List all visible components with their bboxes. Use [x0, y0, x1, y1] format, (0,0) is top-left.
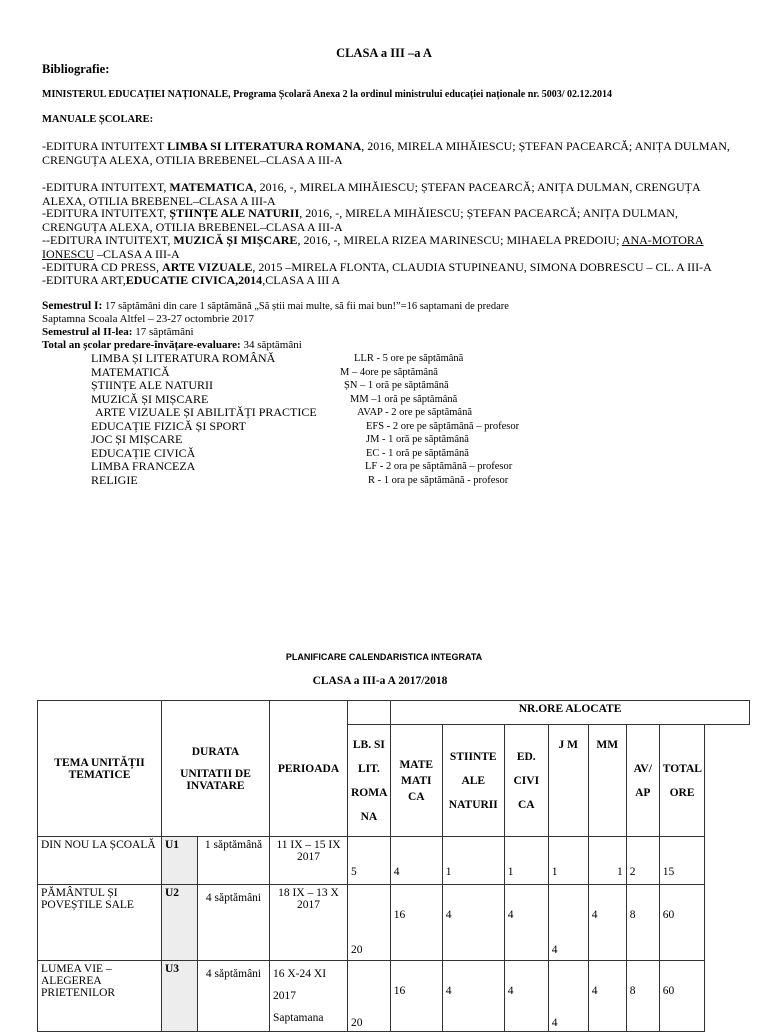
header-spacer [348, 701, 391, 725]
row-llr: 20 [348, 961, 391, 1032]
row-sn: 4 [442, 885, 504, 961]
total-year-line: Total an școlar predare-învățare-evaluare: 34 săptămâni [42, 339, 302, 351]
row-period: 16 X-24 XI 2017 Saptamana [270, 961, 348, 1032]
row-total: 60 [659, 885, 705, 961]
row-unit: U2 [162, 885, 198, 961]
header-jm: J M [548, 725, 588, 837]
header-total: TOTAL ORE [659, 725, 705, 837]
header-mm: MM [588, 725, 626, 837]
subject-hours-list [340, 352, 519, 487]
plan-class: CLASA a III-a A 2017/2018 [312, 675, 448, 687]
subject-hours: JM - 1 oră pe săptămână [366, 434, 469, 445]
row-mm: 4 [588, 961, 626, 1032]
subject-hours: EFS - 2 ore pe săptămână – profesor [366, 420, 520, 432]
subject-name: ȘTIINȚE ALE NATURII [91, 378, 213, 392]
row-theme: LUMEA VIE – ALEGEREA PRIETENILOR [38, 961, 162, 1032]
school-altfel-line: Saptamna Scoala Altfel – 23-27 octombrie 2017 [42, 313, 255, 325]
header-mat: MATE MATI CA [390, 725, 442, 837]
manual-item: -EDITURA ART,EDUCATIE CIVICA,2014,CLASA A III A [42, 273, 341, 287]
row-av: 2 [626, 837, 659, 885]
subject-name: JOC ȘI MIȘCARE [91, 432, 183, 446]
row-ec: 4 [504, 885, 548, 961]
row-llr: 5 [348, 837, 391, 885]
manual-item: -EDITURA CD PRESS, ARTE VIZUALE, 2015 –MIRELA FLONTA, CLAUDIA STUPINEANU, SIMONA DOBRESCU – CL. A III-A [42, 260, 712, 274]
bibliography-label: Bibliografie: [42, 62, 110, 76]
table-row [38, 837, 750, 885]
row-mm: 4 [588, 885, 626, 961]
row-av: 8 [626, 961, 659, 1032]
subject-name: MATEMATICĂ [91, 364, 170, 379]
ministry-line: MINISTERUL EDUCAȚIEI NAȚIONALE, Programa Școlară Anexa 2 la ordinul ministrului educației naționale nr. 5003/ 02.12.2014 [42, 89, 613, 100]
row-av: 8 [626, 885, 659, 961]
subject-hours: R - 1 ora pe săptămână - profesor [368, 474, 509, 486]
manual-item: -EDITURA INTUITEXT, ȘTIINȚE ALE NATURII, 2016, -, MIRELA MIHĂIESCU; ȘTEFAN PACEARCĂ; ANIȚA DULMAN, CRENGUȚA ALEXA, OTILIA BREBENEL–CLASA A III-A [42, 206, 678, 234]
subject-list [91, 352, 317, 487]
row-mm: 1 [588, 837, 626, 885]
row-ec: 4 [504, 961, 548, 1032]
row-period: 18 IX – 13 X 2017 [270, 885, 348, 961]
plan-title: PLANIFICARE CALENDARISTICA INTEGRATA [285, 652, 483, 662]
row-unit: U1 [162, 837, 198, 885]
subject-hours: LLR - 5 ore pe săptămână [354, 353, 464, 364]
subject-name: EDUCAȚIE FIZICĂ ȘI SPORT [91, 418, 246, 433]
header-theme: TEMA UNITĂȚII TEMATICE [38, 701, 162, 837]
header-period: PERIOADA [270, 701, 348, 837]
header-ec: ED. CIVI CA [504, 725, 548, 837]
header-duration: DURATA UNITATII DE INVATARE [162, 701, 270, 837]
planning-table [37, 700, 750, 1032]
subject-name: LIMBA ȘI LITERATURA ROMÂNĂ [91, 351, 276, 365]
header-sn: STIINTE ALE NATURII [442, 725, 504, 837]
row-theme: DIN NOU LA ȘCOALĂ [38, 837, 162, 885]
row-jm: 1 [548, 837, 588, 885]
header-allocated-hours: NR.ORE ALOCATE [390, 701, 750, 725]
subject-name: MUZICĂ ȘI MIȘCARE [91, 391, 209, 406]
row-sn: 4 [442, 961, 504, 1032]
semester-2-line: Semestrul al II-lea: 17 săptămâni [42, 326, 194, 338]
row-ec: 1 [504, 837, 548, 885]
row-sn: 1 [442, 837, 504, 885]
row-total: 60 [659, 961, 705, 1032]
manual-item: --EDITURA INTUITEXT, MUZICĂ ȘI MIȘCARE, 2016, -, MIRELA RIZEA MARINESCU; MIHAELA PREDOIU; ANA-MOTORA IONESCU –CLASA A III-A [42, 233, 704, 261]
semester-1-line: Semestrul I: 17 săptămâni din care 1 săptămână „Să știi mai multe, să fii mai bun!”=16 saptamani de predare [42, 300, 509, 312]
row-theme: PĂMÂNTUL ȘI POVEȘTILE SALE [38, 885, 162, 961]
subject-name: LIMBA FRANCEZA [91, 459, 196, 473]
subject-hours: MM –1 oră pe săptămână [350, 393, 458, 405]
manual-item: -EDITURA INTUITEXT LIMBA SI LITERATURA ROMANA, 2016, MIRELA MIHĂIESCU; ȘTEFAN PACEARCĂ; ANIȚA DULMAN, CRENGUȚA ALEXA, OTILIA BREBENEL–CLASA A III-A [42, 139, 730, 167]
row-mat: 16 [390, 961, 442, 1032]
subject-name: EDUCAȚIE CIVICĂ [91, 445, 196, 460]
header-av: AV/ AP [626, 725, 659, 837]
subject-name: ARTE VIZUALE ȘI ABILITĂȚI PRACTICE [95, 405, 317, 419]
row-duration: 4 săptămâni [198, 885, 270, 961]
row-mat: 4 [390, 837, 442, 885]
table-row [38, 961, 750, 1032]
row-duration: 1 săptămână [198, 837, 270, 885]
subject-hours: ȘN – 1 oră pe săptămână [344, 380, 449, 391]
subject-name: RELIGIE [91, 472, 138, 487]
header-llr: LB. SI LIT. ROMA NA [348, 725, 391, 837]
row-jm: 4 [548, 961, 588, 1032]
row-jm: 4 [548, 885, 588, 961]
manual-item: -EDITURA INTUITEXT, MATEMATICA, 2016, -, MIRELA MIHĂIESCU; ȘTEFAN PACEARCĂ; ANIȚA DULMAN, CRENGUȚA ALEXA, OTILIA BREBENEL–CLASA A III-A [42, 180, 701, 208]
row-unit: U3 [162, 961, 198, 1032]
row-llr: 20 [348, 885, 391, 961]
row-period: 11 IX – 15 IX 2017 [270, 837, 348, 885]
subject-hours: M – 4ore pe săptămână [340, 366, 438, 378]
subject-hours: EC - 1 oră pe săptămână [366, 447, 469, 459]
subject-hours: LF - 2 ora pe săptămână – profesor [365, 461, 513, 472]
table-row [38, 885, 750, 961]
row-total: 15 [659, 837, 705, 885]
row-duration: 4 săptămâni [198, 961, 270, 1032]
manuals-label: MANUALE ȘCOLARE: [42, 114, 154, 125]
subject-hours: AVAP - 2 ore pe săptămână [357, 407, 472, 418]
row-mat: 16 [390, 885, 442, 961]
page-title: CLASA a III –a A [336, 46, 432, 60]
